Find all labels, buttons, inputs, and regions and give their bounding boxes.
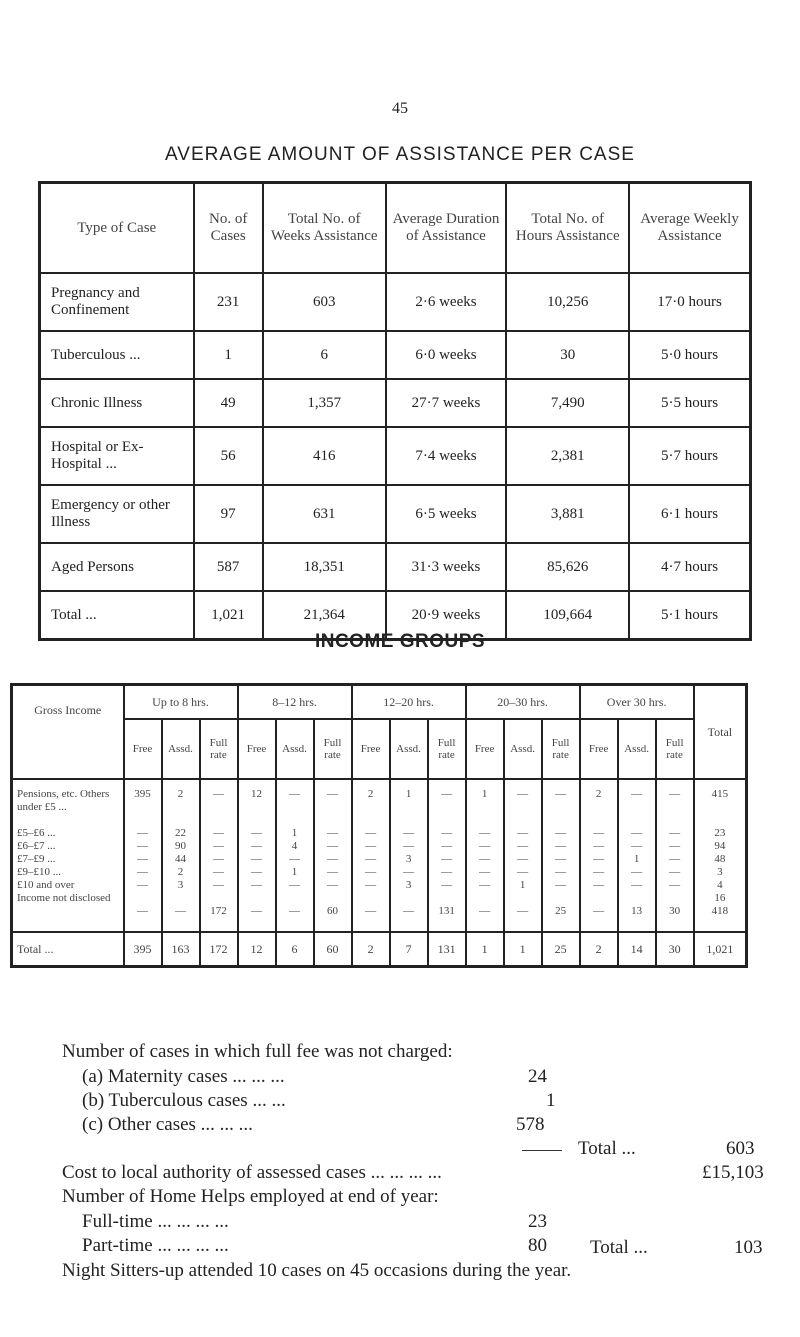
assistance-cell-cases: 231 xyxy=(194,273,263,331)
income-total-value: 6 xyxy=(276,932,314,967)
note-item-b-value: 1 xyxy=(546,1090,556,1111)
assistance-cell-hours: 7,490 xyxy=(506,379,629,427)
income-value: — xyxy=(593,879,605,891)
income-data-column xyxy=(618,779,656,932)
income-group-row xyxy=(12,685,747,720)
income-value: — xyxy=(631,866,643,878)
income-value: — xyxy=(555,840,567,852)
assistance-cell-duration: 6·0 weeks xyxy=(386,331,507,379)
income-value: 1 xyxy=(481,788,488,800)
income-value: — xyxy=(517,788,529,800)
income-value: — xyxy=(213,827,225,839)
income-data-column xyxy=(276,779,314,932)
income-value: 60 xyxy=(327,905,339,917)
income-value: — xyxy=(365,879,377,891)
income-value: — xyxy=(175,905,186,917)
assistance-cell-hours: 2,381 xyxy=(506,427,629,485)
group-header: 12–20 hrs. xyxy=(352,685,466,720)
income-value: — xyxy=(479,840,491,852)
income-value: — xyxy=(213,840,225,852)
income-value: — xyxy=(213,879,225,891)
assistance-row xyxy=(40,331,751,379)
income-row-label: £9–£10 ... xyxy=(17,866,61,878)
assistance-cell-cases: 1 xyxy=(194,331,263,379)
income-value: — xyxy=(555,827,567,839)
income-value: — xyxy=(555,866,567,878)
income-value: — xyxy=(327,879,339,891)
income-value: — xyxy=(517,827,529,839)
header-weeks: Total No. of Weeks Assistance xyxy=(263,183,386,274)
income-data-column xyxy=(124,779,162,932)
income-value: — xyxy=(631,840,643,852)
subheader-free: Free xyxy=(124,719,162,779)
income-value: 4 xyxy=(291,840,298,852)
income-total-value: 1 xyxy=(466,932,504,967)
income-value: 3 xyxy=(405,853,412,865)
income-value: — xyxy=(631,788,643,800)
subheader-full-rate: Full rate xyxy=(656,719,694,779)
income-value: — xyxy=(327,788,339,800)
income-value: 131 xyxy=(438,905,455,917)
assistance-table xyxy=(38,181,752,641)
assistance-cell-weeks: 603 xyxy=(263,273,386,331)
income-value: 415 xyxy=(711,788,729,800)
group-header: Over 30 hrs. xyxy=(580,685,694,720)
assistance-row xyxy=(40,273,751,331)
income-value: — xyxy=(669,827,681,839)
assistance-cell-weekly: 5·7 hours xyxy=(629,427,750,485)
income-value: 1 xyxy=(519,879,526,891)
income-value: — xyxy=(593,853,605,865)
header-duration: Average Duration of Assistance xyxy=(386,183,507,274)
header-type: Type of Case xyxy=(40,183,194,274)
income-value: — xyxy=(517,905,529,917)
assistance-cell-hours: 109,664 xyxy=(506,591,629,640)
income-value: — xyxy=(479,853,491,865)
assistance-cell-weekly: 6·1 hours xyxy=(629,485,750,543)
income-value: — xyxy=(365,853,377,865)
income-value: — xyxy=(137,853,148,865)
assistance-cell-weeks: 21,364 xyxy=(263,591,386,640)
assistance-cell-duration: 20·9 weeks xyxy=(386,591,507,640)
assistance-cell-cases: 1,021 xyxy=(194,591,263,640)
assistance-cell-cases: 56 xyxy=(194,427,263,485)
income-value: — xyxy=(441,788,453,800)
assistance-cell-duration: 6·5 weeks xyxy=(386,485,507,543)
note-item-c-label: (c) Other cases ... ... ... xyxy=(82,1114,253,1135)
group-header: 20–30 hrs. xyxy=(466,685,580,720)
subheader-free: Free xyxy=(580,719,618,779)
assistance-cell-type: Tuberculous ... xyxy=(40,331,194,379)
income-total-value: 2 xyxy=(352,932,390,967)
income-value: 2 xyxy=(177,866,184,878)
income-value: — xyxy=(403,827,415,839)
income-total-value: 14 xyxy=(618,932,656,967)
assistance-cell-hours: 85,626 xyxy=(506,543,629,591)
income-value: — xyxy=(669,788,681,800)
income-table xyxy=(10,683,748,968)
note-item-a-value: 24 xyxy=(528,1066,547,1087)
income-value: — xyxy=(213,853,225,865)
income-total-value: 30 xyxy=(656,932,694,967)
income-data-column xyxy=(238,779,276,932)
income-value: — xyxy=(479,879,491,891)
income-title: INCOME GROUPS xyxy=(314,631,486,652)
gross-income-header: Gross Income xyxy=(12,685,124,780)
income-row-labels xyxy=(12,779,124,932)
subheader-assd: Assd. xyxy=(618,719,656,779)
note-item-b-label: (b) Tuberculous cases ... ... xyxy=(82,1090,286,1111)
assistance-row xyxy=(40,485,751,543)
assistance-cell-cases: 49 xyxy=(194,379,263,427)
assistance-cell-weeks: 6 xyxy=(263,331,386,379)
income-value: — xyxy=(593,827,605,839)
income-value: — xyxy=(441,866,453,878)
assistance-cell-weekly: 5·0 hours xyxy=(629,331,750,379)
subheader-assd: Assd. xyxy=(276,719,314,779)
income-total-column xyxy=(694,779,747,932)
income-value: — xyxy=(365,905,377,917)
income-value: — xyxy=(441,879,453,891)
income-value: — xyxy=(327,853,339,865)
income-data-column xyxy=(504,779,542,932)
income-value: — xyxy=(669,840,681,852)
income-value: 12 xyxy=(251,788,263,800)
income-row-label: £7–£9 ... xyxy=(17,853,56,865)
note-total-label: Total ... xyxy=(578,1138,636,1159)
income-value: 172 xyxy=(210,905,227,917)
income-value: 2 xyxy=(595,788,602,800)
subheader-assd: Assd. xyxy=(504,719,542,779)
assistance-cell-duration: 7·4 weeks xyxy=(386,427,507,485)
income-total-value: 395 xyxy=(124,932,162,967)
income-value: — xyxy=(479,905,491,917)
income-value: — xyxy=(441,840,453,852)
note-item-c-value: 578 xyxy=(516,1114,545,1135)
income-value: — xyxy=(669,853,681,865)
cost-value: £15,103 xyxy=(702,1162,764,1183)
income-value: — xyxy=(251,905,263,917)
assistance-cell-type: Aged Persons xyxy=(40,543,194,591)
income-value: 3 xyxy=(405,879,412,891)
income-value: — xyxy=(289,788,301,800)
income-value: — xyxy=(479,827,491,839)
income-value: — xyxy=(365,866,377,878)
income-row-label: Income not disclosed xyxy=(17,892,111,904)
assistance-cell-type: Chronic Illness xyxy=(40,379,194,427)
income-value: — xyxy=(403,840,415,852)
group-header: Up to 8 hrs. xyxy=(124,685,238,720)
income-data-column xyxy=(352,779,390,932)
subheader-assd: Assd. xyxy=(162,719,200,779)
assistance-header-row xyxy=(40,183,751,274)
income-value: — xyxy=(441,827,453,839)
income-value: 22 xyxy=(175,827,186,839)
income-value: — xyxy=(137,840,148,852)
full-fee-heading: Number of cases in which full fee was not charged: xyxy=(62,1041,453,1062)
income-value: 418 xyxy=(711,905,729,917)
income-row-label: Pensions, etc. Others under £5 ... xyxy=(17,788,110,813)
income-value: 48 xyxy=(714,853,726,865)
income-value: 4 xyxy=(717,879,723,891)
income-data-column xyxy=(466,779,504,932)
income-total-value: 131 xyxy=(428,932,466,967)
sum-rule xyxy=(522,1150,562,1151)
income-value: — xyxy=(289,879,301,891)
income-value: — xyxy=(365,827,377,839)
income-value: — xyxy=(517,840,529,852)
income-value: — xyxy=(517,866,529,878)
income-value: — xyxy=(289,853,301,865)
income-value: 94 xyxy=(714,840,726,852)
income-value: 90 xyxy=(175,840,186,852)
subheader-free: Free xyxy=(238,719,276,779)
income-data-column xyxy=(390,779,428,932)
assistance-cell-cases: 97 xyxy=(194,485,263,543)
income-value: — xyxy=(137,866,148,878)
full-time-label: Full-time ... ... ... ... xyxy=(82,1211,229,1232)
income-total-value: 2 xyxy=(580,932,618,967)
subheader-full-rate: Full rate xyxy=(314,719,352,779)
assistance-cell-weekly: 5·1 hours xyxy=(629,591,750,640)
assistance-cell-weeks: 18,351 xyxy=(263,543,386,591)
income-value: — xyxy=(631,879,643,891)
assistance-cell-duration: 31·3 weeks xyxy=(386,543,507,591)
helps-total-label: Total ... xyxy=(590,1237,648,1258)
page-number: 45 xyxy=(392,100,408,117)
full-time-value: 23 xyxy=(528,1211,547,1232)
income-value: 25 xyxy=(555,905,567,917)
income-value: — xyxy=(593,866,605,878)
assistance-row xyxy=(40,379,751,427)
income-value: 1 xyxy=(291,827,298,839)
income-row-label: £5–£6 ... xyxy=(17,827,56,839)
assistance-cell-hours: 10,256 xyxy=(506,273,629,331)
income-total-value: 25 xyxy=(542,932,580,967)
header-weekly: Average Weekly Assistance xyxy=(629,183,750,274)
assistance-cell-type: Total ... xyxy=(40,591,194,640)
income-value: 13 xyxy=(631,905,643,917)
income-total-value: 172 xyxy=(200,932,238,967)
income-total-value: 12 xyxy=(238,932,276,967)
income-value: — xyxy=(669,879,681,891)
income-value: — xyxy=(251,840,263,852)
night-sitters-note: Night Sitters-up attended 10 cases on 45 occasions during the year. xyxy=(62,1260,572,1281)
income-value: — xyxy=(441,853,453,865)
assistance-cell-weeks: 1,357 xyxy=(263,379,386,427)
income-value: 44 xyxy=(175,853,186,865)
income-value: 1 xyxy=(405,788,412,800)
income-value: — xyxy=(327,827,339,839)
assistance-cell-weekly: 5·5 hours xyxy=(629,379,750,427)
income-total-value: 60 xyxy=(314,932,352,967)
income-data-column xyxy=(656,779,694,932)
income-value: 2 xyxy=(367,788,374,800)
income-value: 2 xyxy=(177,788,184,800)
assistance-row xyxy=(40,427,751,485)
income-value: — xyxy=(137,827,148,839)
income-total-value: 7 xyxy=(390,932,428,967)
assistance-cell-duration: 27·7 weeks xyxy=(386,379,507,427)
income-value: — xyxy=(289,905,301,917)
income-total-value: 1 xyxy=(504,932,542,967)
assistance-cell-hours: 30 xyxy=(506,331,629,379)
assistance-cell-hours: 3,881 xyxy=(506,485,629,543)
income-value: — xyxy=(555,788,567,800)
part-time-label: Part-time ... ... ... ... xyxy=(82,1235,229,1256)
helps-total-value: 103 xyxy=(734,1237,763,1258)
income-value: — xyxy=(251,827,263,839)
income-data-column xyxy=(542,779,580,932)
subheader-full-rate: Full rate xyxy=(428,719,466,779)
income-value: — xyxy=(403,866,415,878)
income-data-column xyxy=(200,779,238,932)
group-header: 8–12 hrs. xyxy=(238,685,352,720)
income-value: — xyxy=(593,840,605,852)
income-value: — xyxy=(251,879,263,891)
assistance-cell-weeks: 416 xyxy=(263,427,386,485)
subheader-free: Free xyxy=(352,719,390,779)
income-value: 3 xyxy=(717,866,723,878)
income-value: — xyxy=(403,905,415,917)
subheader-full-rate: Full rate xyxy=(542,719,580,779)
income-value: — xyxy=(555,853,567,865)
assistance-cell-weekly: 4·7 hours xyxy=(629,543,750,591)
assistance-cell-weeks: 631 xyxy=(263,485,386,543)
income-value: — xyxy=(517,853,529,865)
income-row-label: £10 and over xyxy=(17,879,75,891)
header-hours: Total No. of Hours Assistance xyxy=(506,183,629,274)
income-value: — xyxy=(479,866,491,878)
income-data-column xyxy=(162,779,200,932)
income-value: 23 xyxy=(714,827,726,839)
income-value: — xyxy=(213,788,225,800)
income-total-row xyxy=(12,932,747,967)
assistance-cell-type: Hospital or Ex-Hospital ... xyxy=(40,427,194,485)
income-total-label: Total ... xyxy=(12,932,124,967)
cost-label: Cost to local authority of assessed cases ... ... ... ... xyxy=(62,1162,442,1183)
income-value: — xyxy=(593,905,605,917)
subheader-assd: Assd. xyxy=(390,719,428,779)
header-cases: No. of Cases xyxy=(194,183,263,274)
income-value: 1 xyxy=(291,866,298,878)
subheader-full-rate: Full rate xyxy=(200,719,238,779)
assistance-title: AVERAGE AMOUNT OF ASSISTANCE PER CASE xyxy=(165,144,635,165)
income-total-value: 1,021 xyxy=(694,932,747,967)
income-total-value: 163 xyxy=(162,932,200,967)
income-value: — xyxy=(669,866,681,878)
income-row-label: £6–£7 ... xyxy=(17,840,56,852)
income-value: 3 xyxy=(177,879,184,891)
income-value: — xyxy=(327,866,339,878)
income-value: 16 xyxy=(714,892,726,904)
income-value: — xyxy=(137,905,148,917)
income-value: — xyxy=(631,827,643,839)
assistance-cell-type: Emergency or other Illness xyxy=(40,485,194,543)
assistance-cell-cases: 587 xyxy=(194,543,263,591)
income-value: — xyxy=(137,879,148,891)
note-item-a-label: (a) Maternity cases ... ... ... xyxy=(82,1066,285,1087)
income-value: 30 xyxy=(669,905,681,917)
assistance-cell-type: Pregnancy and Confinement xyxy=(40,273,194,331)
income-data-column xyxy=(314,779,352,932)
income-value: — xyxy=(365,840,377,852)
income-body-row xyxy=(12,779,747,932)
subheader-free: Free xyxy=(466,719,504,779)
income-value: — xyxy=(327,840,339,852)
income-value: 1 xyxy=(633,853,640,865)
part-time-value: 80 xyxy=(528,1235,547,1256)
assistance-row xyxy=(40,543,751,591)
income-value: — xyxy=(213,866,225,878)
total-header: Total xyxy=(694,685,747,780)
income-value: 395 xyxy=(134,788,151,800)
income-value: — xyxy=(555,879,567,891)
assistance-cell-duration: 2·6 weeks xyxy=(386,273,507,331)
income-value: — xyxy=(251,853,263,865)
assistance-cell-weekly: 17·0 hours xyxy=(629,273,750,331)
income-data-column xyxy=(428,779,466,932)
note-total-value: 603 xyxy=(726,1138,755,1159)
income-value: — xyxy=(251,866,263,878)
income-data-column xyxy=(580,779,618,932)
home-helps-heading: Number of Home Helps employed at end of year: xyxy=(62,1186,439,1207)
